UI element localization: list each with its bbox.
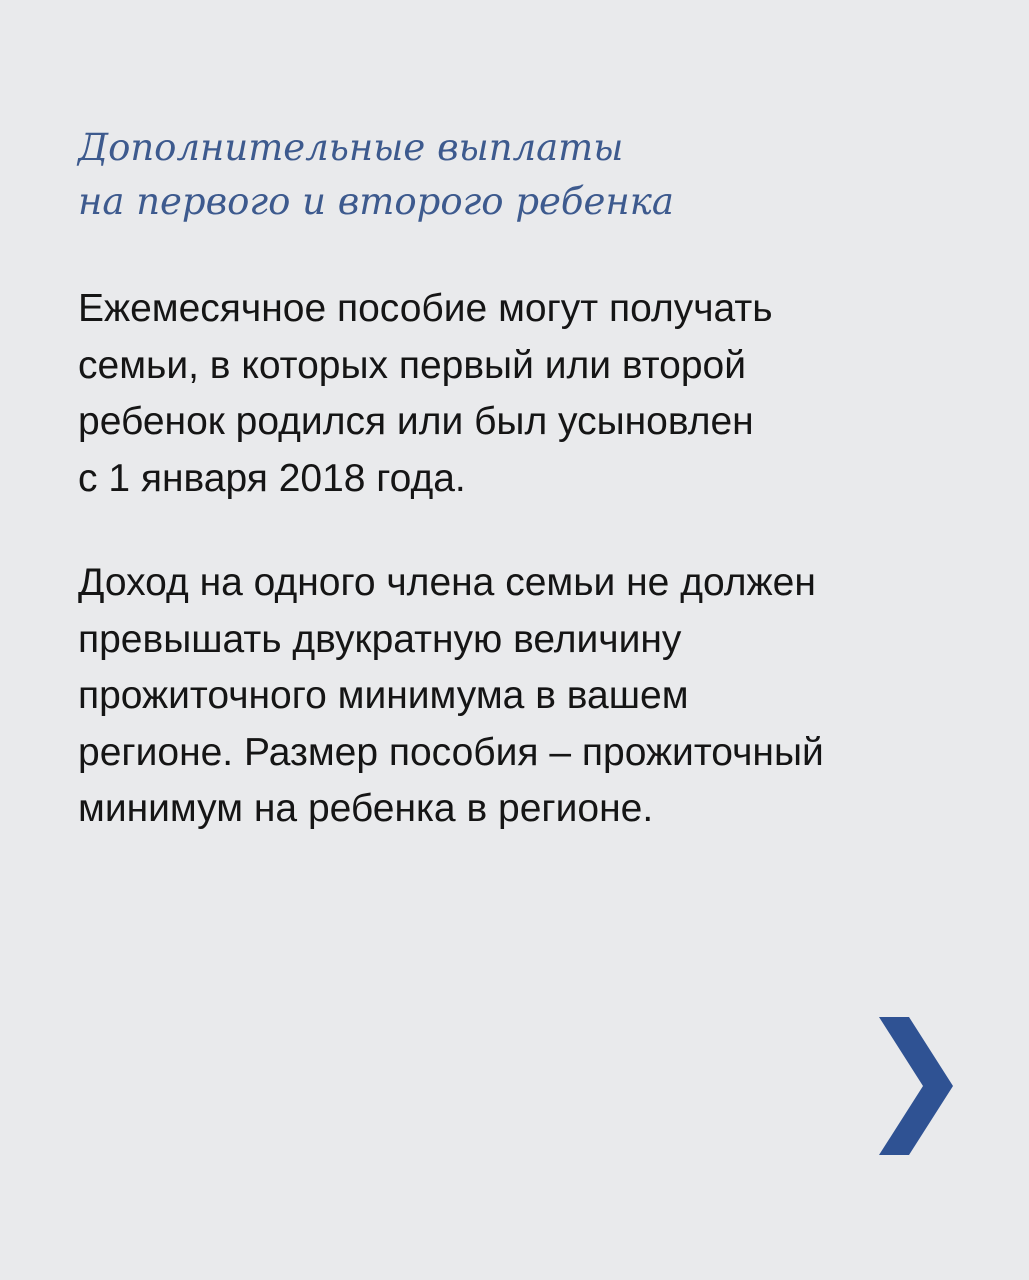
title-line: на первого и второго ребенка — [78, 180, 674, 223]
slide-title — [78, 121, 978, 229]
paragraph-line: Ежемесячное пособие могут получать — [78, 287, 773, 330]
paragraph-line: регионе. Размер пособия – прожиточный — [78, 730, 824, 774]
paragraph-line: Доход на одного члена семьи не должен — [78, 561, 816, 604]
paragraph-line: минимум на ребенка в регионе. — [78, 787, 654, 830]
title-line: Дополнительные выплаты — [78, 126, 624, 169]
paragraph-line: прожиточного минимума в вашем — [78, 674, 689, 717]
paragraph-line: семьи, в которых первый или второй — [78, 343, 747, 387]
paragraph-line: превышать двукратную величину — [78, 617, 682, 661]
chevron-right-icon — [872, 1013, 956, 1159]
paragraph-line: ребенок родился или был усыновлен — [78, 400, 754, 443]
next-slide-button[interactable] — [872, 1013, 956, 1159]
paragraph-line: с 1 января 2018 года. — [78, 456, 466, 500]
income-paragraph — [78, 555, 978, 838]
eligibility-paragraph — [78, 281, 978, 507]
